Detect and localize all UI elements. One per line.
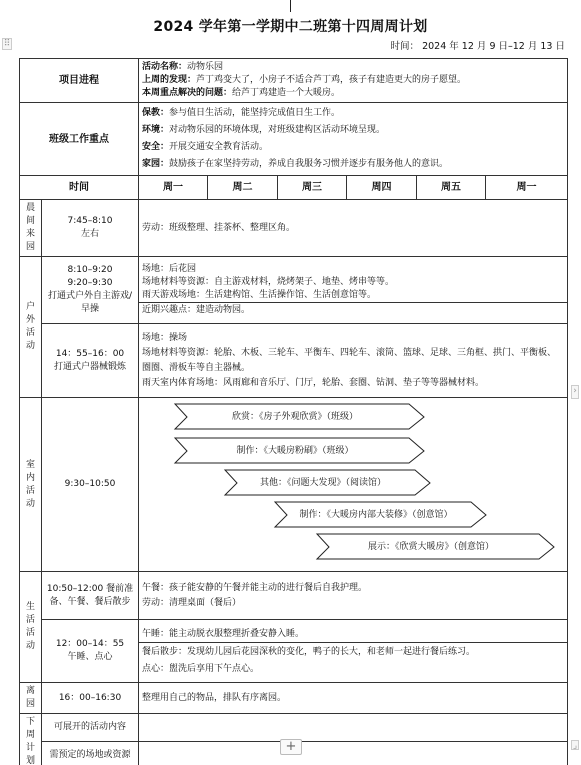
day-header-0: 周一 xyxy=(139,176,208,200)
outdoor1-line-0: 场地：后花园 xyxy=(142,264,197,274)
next-week-activities-label: 可展开的活动内容 xyxy=(42,714,139,742)
departure-label: 离园 xyxy=(20,683,42,714)
departure-time: 16：00–16:30 xyxy=(42,683,139,714)
life1-line-1: 劳动：清理桌面（餐后） xyxy=(142,597,242,608)
outdoor1-line-1: 场地材料等资源：自主游戏材料，烧烤架子、地垫、烤串等等。 xyxy=(142,277,395,287)
focus-content[interactable] xyxy=(139,103,568,176)
project-row xyxy=(20,59,568,103)
life2-line-1: 餐后散步：发现幼儿园后花园深秋的变化，鸭子的长大，和老师一起进行餐后练习。 xyxy=(139,642,567,661)
outdoor-content-1[interactable] xyxy=(139,257,568,324)
outdoor2-line-1: 场地材料等资源：轮胎、木板、三轮车、平衡车、四轮车、滚筒、篮球、足球、三角框、拱门、平衡板、圈圈、滑板车等自主器械。 xyxy=(142,347,557,373)
life-time-2: 12：00–14：55 午睡、点心 xyxy=(42,620,139,683)
life-row-2 xyxy=(20,620,568,683)
outdoor-row-2 xyxy=(20,324,568,398)
project-val-0: 动物乐园 xyxy=(187,62,224,72)
life1-line-0: 午餐：孩子能安静的午餐并能主动的进行餐后自我护理。 xyxy=(142,582,368,593)
life2-line-2: 点心：盥洗后享用下午点心。 xyxy=(142,663,260,674)
indoor-arrow-0[interactable] xyxy=(175,404,425,430)
indoor-time: 9:30–10:50 xyxy=(42,398,139,572)
project-content[interactable] xyxy=(139,59,568,103)
add-row-plus-icon[interactable]: + xyxy=(280,739,302,755)
next-week-venue-label: 需预定的场地或资源 xyxy=(42,741,139,765)
day-header-4: 周五 xyxy=(417,176,486,200)
resize-corner-icon[interactable]: ⌟ xyxy=(572,741,578,751)
day-header-5: 周一 xyxy=(486,176,568,200)
life-content-2[interactable] xyxy=(139,620,568,683)
next-week-activities-content[interactable] xyxy=(139,714,568,742)
focus-row xyxy=(20,103,568,176)
indoor-arrow-text-2: 其他：《问题大发现》（阅读馆） xyxy=(259,478,386,488)
morning-time: 7:45–8:10 左右 xyxy=(42,200,139,257)
focus-val-1: 对动物乐园的环境体现，对班级建构区活动环境呈现。 xyxy=(169,125,386,135)
outdoor-time-1: 8:10–9:20 9:20–9:30 打通式户外自主游戏/早操 xyxy=(42,257,139,324)
project-label: 项目进程 xyxy=(20,59,139,103)
project-key-2: 本周重点解决的问题： xyxy=(142,88,233,98)
outdoor-content-2[interactable] xyxy=(139,324,568,398)
day-header-3: 周四 xyxy=(347,176,417,200)
morning-row xyxy=(20,200,568,257)
date-value: 2024 年 12 月 9 日–12 月 13 日 xyxy=(422,41,565,52)
focus-key-3: 家园： xyxy=(142,159,170,169)
day-header-2: 周三 xyxy=(278,176,347,200)
text-cursor xyxy=(290,0,291,12)
outdoor1-line-3: 近期兴趣点：建造动物园。 xyxy=(139,302,567,317)
life-row-1 xyxy=(20,572,568,620)
next-week-venue-content[interactable] xyxy=(139,741,568,765)
row-scroll-handle-icon[interactable]: › xyxy=(571,385,579,399)
departure-content[interactable]: 整理用自己的物品，排队有序离园。 xyxy=(139,683,568,714)
project-val-2: 给芦丁鸡建造一个大暖房。 xyxy=(232,88,341,98)
table-drag-handle-icon[interactable]: ⠿ xyxy=(3,39,11,49)
outdoor2-line-2: 雨天室内体育场地：风雨廊和音乐厅、门厅，轮胎、套圈、钻洞、垫子等等器械材料。 xyxy=(142,377,485,388)
indoor-arrow-1[interactable] xyxy=(175,438,425,464)
indoor-arrow-4[interactable] xyxy=(317,534,555,560)
indoor-arrow-3[interactable] xyxy=(275,502,487,528)
life-content-1[interactable] xyxy=(139,572,568,620)
date-label: 时间： xyxy=(390,41,420,52)
outdoor-row-1 xyxy=(20,257,568,324)
indoor-arrow-text-3: 制作：《大暖房内部大装修》（创意馆） xyxy=(299,510,453,520)
departure-row xyxy=(20,683,568,714)
life-label: 生活活动 xyxy=(20,572,42,683)
outdoor-time-2: 14：55–16：00 打通式户器械锻炼 xyxy=(42,324,139,398)
indoor-row xyxy=(20,398,568,572)
focus-key-0: 保教： xyxy=(142,108,170,118)
morning-label: 晨间来园 xyxy=(20,200,42,257)
outdoor2-line-0: 场地：操场 xyxy=(142,332,188,343)
project-key-1: 上周的发现： xyxy=(142,75,197,85)
life-time-1: 10:50–12:00 餐前准备、午餐、餐后散步 xyxy=(42,572,139,620)
focus-label: 班级工作重点 xyxy=(20,103,139,176)
date-range xyxy=(391,38,565,52)
project-key-0: 活动名称： xyxy=(142,62,188,72)
focus-key-1: 环境： xyxy=(142,125,170,135)
time-header: 时间 xyxy=(20,176,139,200)
focus-val-2: 开展交通安全教育活动。 xyxy=(169,142,269,152)
indoor-arrows-cell[interactable] xyxy=(139,398,568,572)
indoor-arrow-text-4: 展示：《欣赏大暖房》（创意馆） xyxy=(367,542,494,552)
outdoor-label: 户外活动 xyxy=(20,257,42,398)
outdoor1-line-2: 雨天游戏场地：生活建构馆、生活操作馆、生活创意馆等。 xyxy=(142,290,377,300)
morning-content[interactable]: 劳动：班级整理、挂茶杯、整理区角。 xyxy=(139,200,568,257)
indoor-arrow-text-0: 欣赏：《房子外观欣赏》（班级） xyxy=(231,412,358,422)
focus-key-2: 安全： xyxy=(142,142,170,152)
document-title: 2024 学年第一学期中二班第十四周周计划 xyxy=(153,19,428,35)
schedule-header-row xyxy=(20,176,568,200)
weekly-plan-table xyxy=(19,58,568,765)
life2-line-0: 午睡：能主动脱衣服整理折叠安静入睡。 xyxy=(142,628,305,639)
indoor-arrow-2[interactable] xyxy=(225,470,431,496)
indoor-label: 室内活动 xyxy=(20,398,42,572)
focus-val-0: 参与值日生活动，能坚持完成值日生工作。 xyxy=(169,108,341,118)
focus-val-3: 鼓励孩子在家坚持劳动，养成自我服务习惯并逐步有服务他人的意识。 xyxy=(169,159,449,169)
next-week-row-1 xyxy=(20,714,568,742)
indoor-arrow-text-1: 制作：《大暖房粉刷》（班级） xyxy=(236,446,354,456)
next-week-label: 下周计划 xyxy=(20,714,42,765)
day-header-1: 周二 xyxy=(208,176,278,200)
project-val-1: 芦丁鸡变大了，小房子不适合芦丁鸡，孩子有建造更大的房子愿望。 xyxy=(196,75,467,85)
